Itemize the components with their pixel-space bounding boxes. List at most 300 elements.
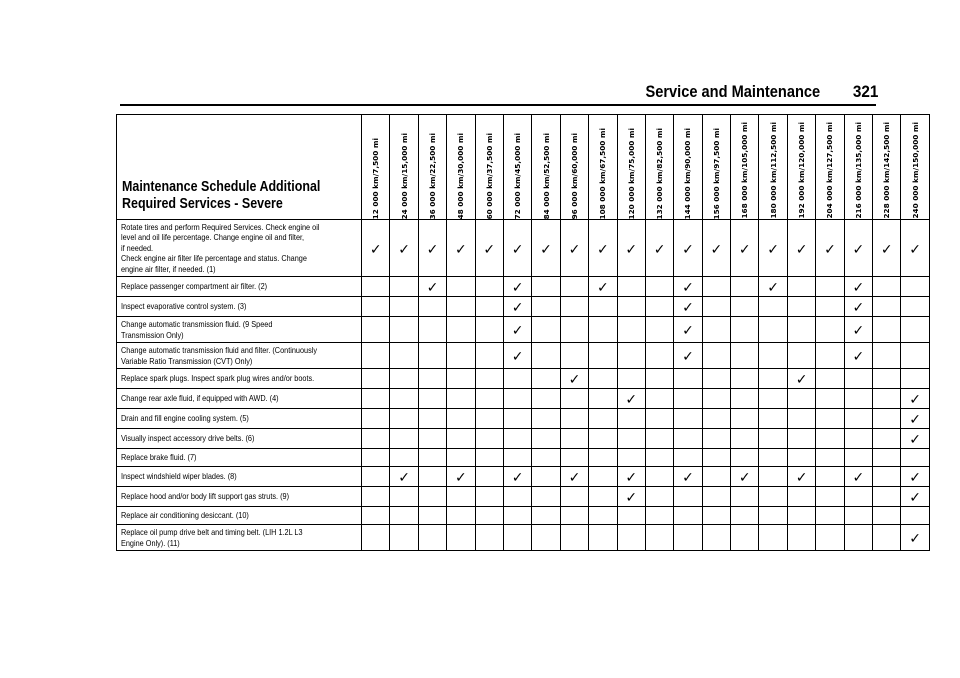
table-row	[117, 467, 930, 487]
interval-cell	[589, 220, 617, 277]
checkmark-icon: ✓	[568, 241, 581, 258]
interval-label: 108 000 km/67,500 mi	[598, 127, 608, 219]
checkmark-icon: ✓	[426, 241, 439, 258]
interval-cell	[475, 277, 503, 297]
checkmark-icon: ✓	[653, 241, 666, 258]
interval-cell	[702, 507, 730, 525]
interval-cell	[787, 220, 815, 277]
interval-cell	[731, 343, 759, 369]
interval-header	[447, 115, 475, 220]
checkmark-icon: ✓	[398, 470, 410, 487]
interval-cell	[475, 487, 503, 507]
interval-cell	[503, 220, 531, 277]
table-row	[117, 409, 930, 429]
interval-cell	[475, 389, 503, 409]
interval-header	[759, 115, 787, 220]
checkmark-icon: ✓	[909, 432, 921, 449]
service-cell	[117, 343, 362, 369]
interval-cell	[702, 409, 730, 429]
interval-cell	[844, 389, 872, 409]
interval-cell	[362, 369, 390, 389]
interval-cell	[901, 409, 929, 429]
interval-cell	[844, 277, 872, 297]
service-description: Replace hood and/or body lift support gas struts. (9)	[121, 491, 290, 502]
interval-cell	[560, 369, 588, 389]
interval-cell	[617, 389, 645, 409]
checkmark-icon: ✓	[909, 531, 921, 548]
interval-cell	[674, 449, 702, 467]
interval-cell	[873, 297, 901, 317]
table-row	[117, 369, 930, 389]
table-row	[117, 525, 930, 551]
service-cell	[117, 277, 362, 297]
checkmark-icon: ✓	[426, 280, 439, 297]
service-cell	[117, 369, 362, 389]
interval-cell	[475, 297, 503, 317]
interval-cell	[674, 369, 702, 389]
interval-cell	[532, 389, 560, 409]
interval-header	[787, 115, 815, 220]
checkmark-icon: ✓	[909, 392, 921, 409]
table-row	[117, 343, 930, 369]
interval-cell	[532, 449, 560, 467]
interval-cell	[844, 507, 872, 525]
interval-cell	[475, 467, 503, 487]
page-number: 321	[852, 82, 878, 101]
service-description: Inspect windshield wiper blades. (8)	[121, 471, 237, 482]
interval-header	[816, 115, 844, 220]
interval-cell	[844, 487, 872, 507]
interval-cell	[362, 277, 390, 297]
checkmark-icon: ✓	[625, 392, 638, 409]
interval-cell	[503, 409, 531, 429]
interval-cell	[645, 525, 673, 551]
interval-header	[702, 115, 730, 220]
service-description: Replace brake fluid. (7)	[121, 452, 197, 463]
interval-cell	[787, 409, 815, 429]
interval-cell	[873, 369, 901, 389]
interval-cell	[674, 429, 702, 449]
interval-cell	[816, 389, 844, 409]
interval-cell	[475, 369, 503, 389]
table-row	[117, 389, 930, 409]
interval-cell	[674, 507, 702, 525]
checkmark-icon: ✓	[511, 241, 524, 258]
interval-header	[560, 115, 588, 220]
interval-label: 180 000 km/112,500 mi	[768, 122, 778, 219]
table-row	[117, 507, 930, 525]
interval-cell	[901, 297, 929, 317]
checkmark-icon: ✓	[682, 470, 694, 487]
interval-cell	[447, 429, 475, 449]
interval-cell	[816, 525, 844, 551]
interval-cell	[418, 467, 446, 487]
service-description: Replace passenger compartment air filter. (2)	[121, 281, 268, 292]
interval-label: 120 000 km/75,000 mi	[626, 127, 636, 219]
interval-cell	[390, 507, 418, 525]
interval-cell	[901, 467, 929, 487]
interval-cell	[702, 487, 730, 507]
interval-cell	[816, 297, 844, 317]
interval-cell	[560, 317, 588, 343]
interval-cell	[645, 467, 673, 487]
interval-cell	[589, 409, 617, 429]
service-cell	[117, 297, 362, 317]
service-description: Replace oil pump drive belt and timing belt. (LIH 1.2L L3 Engine Only). (11)	[121, 527, 303, 548]
interval-cell	[901, 220, 929, 277]
interval-cell	[702, 220, 730, 277]
interval-cell	[447, 467, 475, 487]
interval-cell	[645, 487, 673, 507]
interval-cell	[560, 487, 588, 507]
interval-cell	[617, 220, 645, 277]
interval-cell	[873, 409, 901, 429]
interval-cell	[617, 297, 645, 317]
interval-cell	[759, 277, 787, 297]
interval-label: 216 000 km/135,000 mi	[853, 122, 863, 219]
interval-cell	[702, 449, 730, 467]
interval-cell	[447, 317, 475, 343]
interval-cell	[418, 277, 446, 297]
interval-cell	[447, 343, 475, 369]
table-header-row	[117, 115, 930, 220]
interval-header	[645, 115, 673, 220]
interval-cell	[844, 449, 872, 467]
interval-cell	[589, 467, 617, 487]
service-cell	[117, 525, 362, 551]
interval-cell	[418, 220, 446, 277]
interval-cell	[873, 467, 901, 487]
interval-cell	[617, 317, 645, 343]
interval-cell	[418, 369, 446, 389]
interval-cell	[873, 220, 901, 277]
interval-cell	[901, 277, 929, 297]
interval-cell	[731, 277, 759, 297]
interval-cell	[787, 507, 815, 525]
interval-cell	[816, 507, 844, 525]
interval-label: 132 000 km/82,500 mi	[655, 127, 665, 219]
table-row	[117, 429, 930, 449]
interval-cell	[816, 220, 844, 277]
checkmark-icon: ✓	[511, 280, 524, 297]
interval-cell	[731, 449, 759, 467]
interval-cell	[645, 449, 673, 467]
interval-cell	[560, 343, 588, 369]
interval-cell	[617, 487, 645, 507]
interval-cell	[731, 389, 759, 409]
interval-cell	[447, 369, 475, 389]
table-title-line-2: Required Services - Severe	[122, 196, 283, 212]
interval-cell	[674, 220, 702, 277]
interval-cell	[503, 317, 531, 343]
interval-cell	[787, 343, 815, 369]
service-description: Change rear axle fluid, if equipped with AWD. (4)	[121, 393, 279, 404]
interval-cell	[447, 409, 475, 429]
interval-cell	[362, 343, 390, 369]
interval-header	[731, 115, 759, 220]
interval-cell	[418, 487, 446, 507]
checkmark-icon: ✓	[625, 470, 638, 487]
interval-cell	[503, 525, 531, 551]
interval-header	[617, 115, 645, 220]
checkmark-icon: ✓	[909, 412, 921, 429]
checkmark-icon: ✓	[455, 241, 467, 258]
checkmark-icon: ✓	[795, 470, 808, 487]
interval-cell	[873, 525, 901, 551]
interval-cell	[418, 389, 446, 409]
interval-cell	[731, 525, 759, 551]
interval-cell	[560, 297, 588, 317]
interval-cell	[759, 220, 787, 277]
interval-cell	[731, 317, 759, 343]
interval-cell	[844, 467, 872, 487]
interval-header	[390, 115, 418, 220]
interval-cell	[787, 297, 815, 317]
checkmark-icon: ✓	[824, 241, 836, 258]
interval-cell	[787, 487, 815, 507]
interval-cell	[418, 507, 446, 525]
checkmark-icon: ✓	[483, 241, 496, 258]
interval-cell	[816, 409, 844, 429]
interval-cell	[503, 369, 531, 389]
interval-cell	[532, 297, 560, 317]
interval-cell	[362, 487, 390, 507]
interval-cell	[759, 297, 787, 317]
interval-cell	[589, 429, 617, 449]
interval-cell	[532, 507, 560, 525]
interval-cell	[759, 389, 787, 409]
interval-cell	[731, 220, 759, 277]
interval-cell	[362, 429, 390, 449]
checkmark-icon: ✓	[568, 372, 581, 389]
interval-cell	[844, 343, 872, 369]
interval-cell	[390, 297, 418, 317]
interval-cell	[731, 429, 759, 449]
interval-cell	[503, 343, 531, 369]
interval-cell	[787, 369, 815, 389]
interval-cell	[362, 449, 390, 467]
interval-cell	[362, 220, 390, 277]
interval-cell	[475, 343, 503, 369]
interval-cell	[702, 317, 730, 343]
interval-cell	[503, 507, 531, 525]
checkmark-icon: ✓	[682, 349, 694, 366]
interval-cell	[816, 429, 844, 449]
checkmark-icon: ✓	[852, 470, 865, 487]
interval-label: 204 000 km/127,500 mi	[825, 122, 835, 219]
checkmark-icon: ✓	[767, 280, 780, 297]
interval-cell	[844, 409, 872, 429]
checkmark-icon: ✓	[909, 490, 921, 507]
interval-cell	[702, 277, 730, 297]
interval-label: 96 000 km/60,000 mi	[569, 132, 579, 219]
interval-cell	[731, 507, 759, 525]
header-rule	[120, 104, 876, 106]
interval-cell	[362, 525, 390, 551]
interval-cell	[418, 429, 446, 449]
interval-cell	[560, 277, 588, 297]
interval-header	[901, 115, 929, 220]
interval-cell	[645, 389, 673, 409]
checkmark-icon: ✓	[455, 470, 467, 487]
checkmark-icon: ✓	[852, 349, 865, 366]
interval-cell	[560, 389, 588, 409]
interval-cell	[532, 343, 560, 369]
interval-cell	[503, 487, 531, 507]
interval-cell	[503, 277, 531, 297]
checkmark-icon: ✓	[369, 241, 382, 258]
section-title: Service and Maintenance	[645, 82, 820, 101]
interval-cell	[816, 467, 844, 487]
table-row	[117, 449, 930, 467]
interval-cell	[532, 277, 560, 297]
interval-cell	[702, 369, 730, 389]
interval-cell	[362, 467, 390, 487]
service-description: Replace air conditioning desiccant. (10)	[121, 510, 249, 521]
checkmark-icon: ✓	[625, 490, 638, 507]
table-row	[117, 317, 930, 343]
service-description: Inspect evaporative control system. (3)	[121, 301, 247, 312]
checkmark-icon: ✓	[682, 241, 694, 258]
interval-cell	[901, 343, 929, 369]
interval-cell	[816, 277, 844, 297]
interval-cell	[617, 525, 645, 551]
interval-cell	[645, 277, 673, 297]
checkmark-icon: ✓	[909, 241, 921, 258]
interval-cell	[844, 429, 872, 449]
interval-cell	[390, 389, 418, 409]
interval-cell	[787, 525, 815, 551]
interval-cell	[759, 409, 787, 429]
checkmark-icon: ✓	[540, 241, 552, 258]
interval-cell	[560, 507, 588, 525]
interval-cell	[873, 389, 901, 409]
interval-cell	[362, 317, 390, 343]
interval-cell	[674, 297, 702, 317]
interval-cell	[447, 277, 475, 297]
interval-cell	[901, 369, 929, 389]
service-cell	[117, 487, 362, 507]
interval-cell	[390, 317, 418, 343]
checkmark-icon: ✓	[710, 241, 723, 258]
interval-cell	[589, 449, 617, 467]
interval-cell	[390, 429, 418, 449]
interval-cell	[418, 297, 446, 317]
checkmark-icon: ✓	[596, 241, 609, 258]
interval-cell	[901, 507, 929, 525]
interval-cell	[560, 449, 588, 467]
interval-cell	[589, 525, 617, 551]
table-row	[117, 277, 930, 297]
interval-cell	[390, 277, 418, 297]
maintenance-schedule-table	[116, 114, 930, 551]
interval-cell	[532, 220, 560, 277]
interval-cell	[560, 409, 588, 429]
interval-cell	[475, 507, 503, 525]
interval-cell	[362, 297, 390, 317]
interval-header	[418, 115, 446, 220]
interval-cell	[589, 343, 617, 369]
interval-cell	[759, 429, 787, 449]
checkmark-icon: ✓	[852, 241, 865, 258]
interval-label: 84 000 km/52,500 mi	[541, 132, 551, 219]
interval-label: 48 000 km/30,000 mi	[456, 132, 466, 219]
checkmark-icon: ✓	[511, 470, 524, 487]
interval-cell	[503, 467, 531, 487]
interval-cell	[787, 429, 815, 449]
checkmark-icon: ✓	[682, 280, 694, 297]
interval-cell	[787, 389, 815, 409]
checkmark-icon: ✓	[880, 241, 893, 258]
interval-cell	[759, 449, 787, 467]
interval-cell	[362, 507, 390, 525]
table-row	[117, 487, 930, 507]
interval-cell	[816, 317, 844, 343]
checkmark-icon: ✓	[682, 300, 694, 317]
interval-cell	[532, 409, 560, 429]
interval-cell	[617, 343, 645, 369]
interval-cell	[702, 343, 730, 369]
interval-cell	[447, 220, 475, 277]
interval-cell	[759, 467, 787, 487]
interval-cell	[674, 389, 702, 409]
interval-cell	[532, 487, 560, 507]
interval-cell	[589, 507, 617, 525]
service-cell	[117, 409, 362, 429]
interval-label: 12 000 km/7,500 mi	[371, 137, 381, 219]
interval-cell	[787, 449, 815, 467]
interval-cell	[645, 409, 673, 429]
interval-cell	[645, 220, 673, 277]
checkmark-icon: ✓	[767, 241, 780, 258]
interval-cell	[503, 389, 531, 409]
table-row	[117, 297, 930, 317]
interval-label: 24 000 km/15,000 mi	[399, 132, 409, 219]
interval-cell	[759, 343, 787, 369]
checkmark-icon: ✓	[795, 241, 808, 258]
service-cell	[117, 507, 362, 525]
service-cell	[117, 429, 362, 449]
interval-cell	[362, 409, 390, 429]
interval-cell	[589, 277, 617, 297]
service-description: Replace spark plugs. Inspect spark plug wires and/or boots.	[121, 373, 315, 384]
interval-cell	[873, 317, 901, 343]
table-body	[117, 220, 930, 551]
interval-cell	[873, 487, 901, 507]
interval-header	[873, 115, 901, 220]
interval-cell	[560, 525, 588, 551]
interval-cell	[475, 429, 503, 449]
interval-cell	[532, 317, 560, 343]
interval-cell	[731, 369, 759, 389]
interval-cell	[645, 317, 673, 343]
checkmark-icon: ✓	[596, 280, 609, 297]
checkmark-icon: ✓	[511, 349, 524, 366]
interval-cell	[873, 277, 901, 297]
interval-cell	[589, 487, 617, 507]
interval-cell	[731, 409, 759, 429]
interval-cell	[617, 429, 645, 449]
service-description: Change automatic transmission fluid. (9 Speed Transmission Only)	[121, 319, 273, 340]
checkmark-icon: ✓	[511, 323, 524, 340]
interval-cell	[532, 429, 560, 449]
interval-cell	[532, 525, 560, 551]
interval-label: 60 000 km/37,500 mi	[484, 132, 494, 219]
interval-cell	[560, 220, 588, 277]
interval-cell	[873, 507, 901, 525]
service-cell	[117, 449, 362, 467]
interval-cell	[759, 317, 787, 343]
